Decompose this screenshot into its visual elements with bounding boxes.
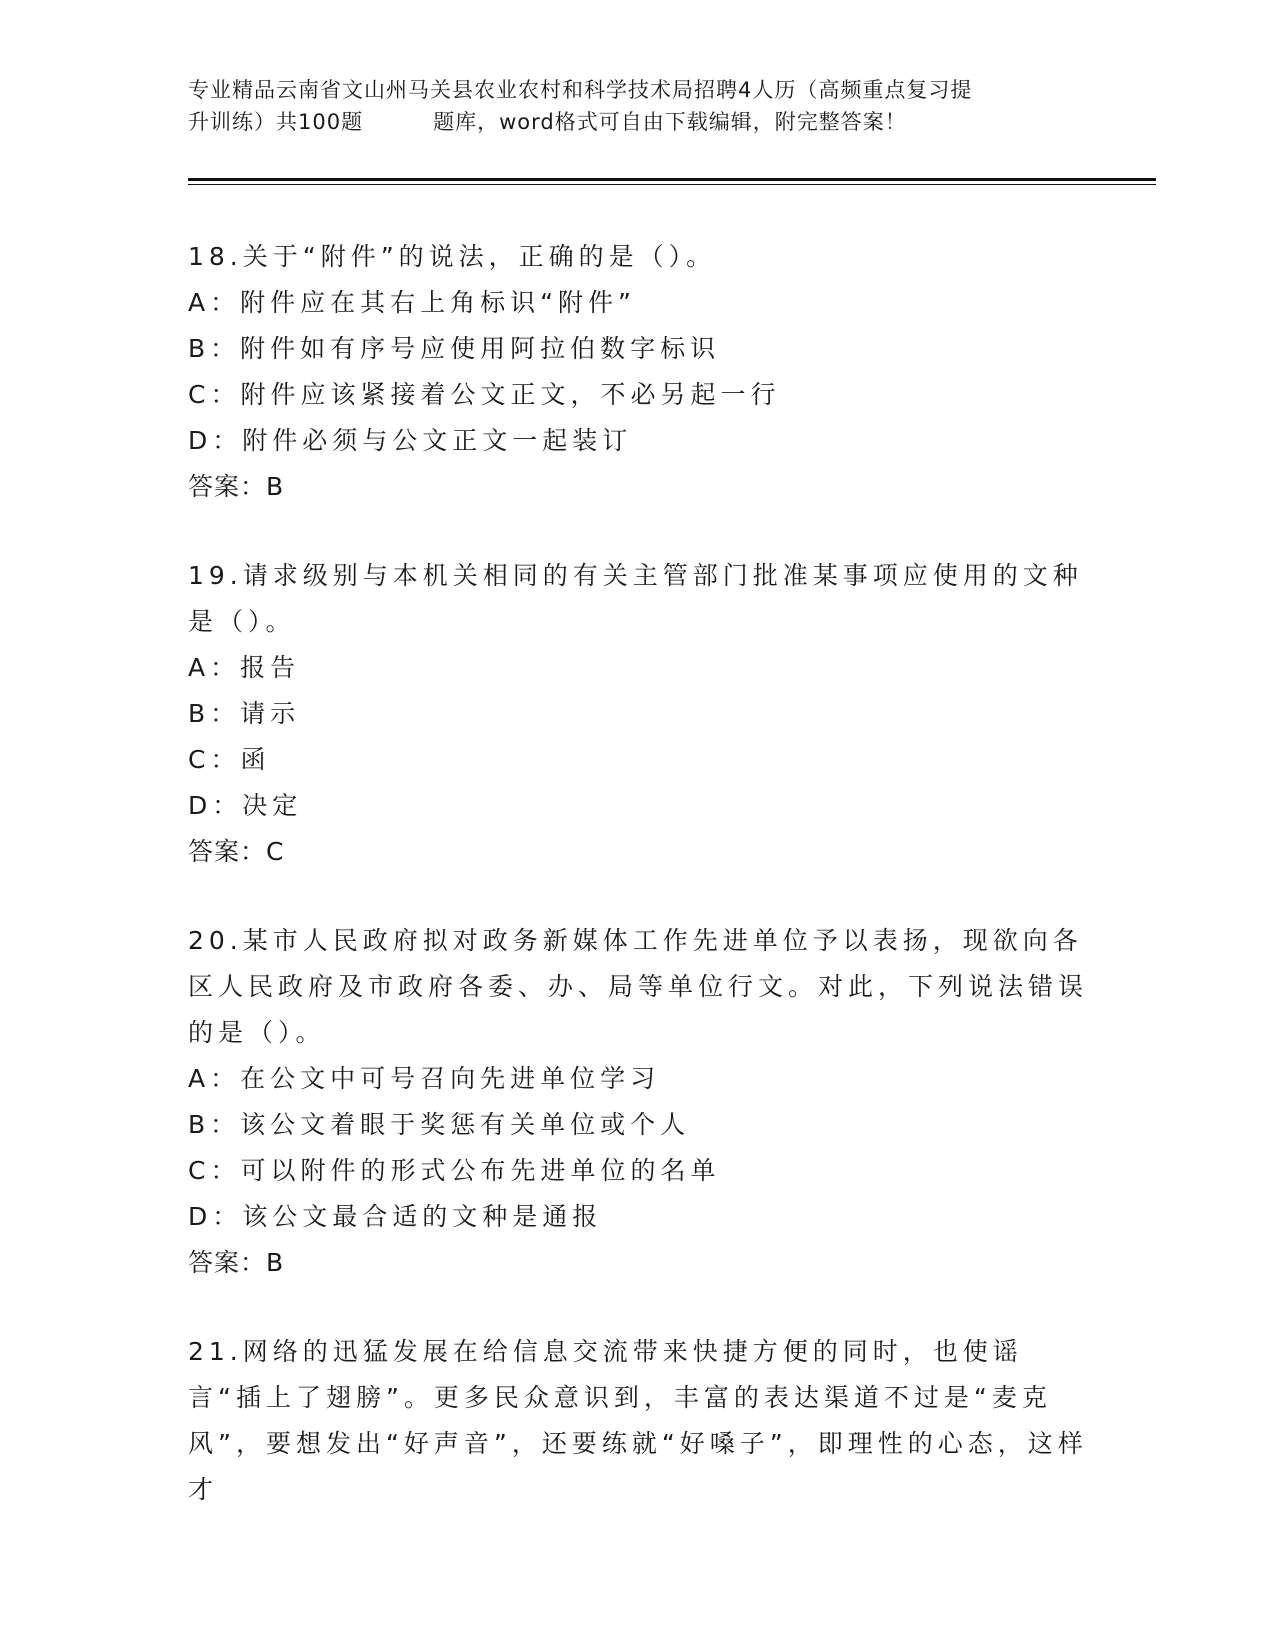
header-line-1: 专业精品云南省文山州马关县农业农村和科学技术局招聘4人历（高频重点复习提: [188, 78, 973, 102]
option-letter: B：: [188, 334, 241, 363]
question-21: [188, 1329, 1088, 1513]
option-text: 附件应在其右上角标识“附件”: [240, 288, 637, 317]
option-d: [188, 783, 1088, 829]
answer: 答案：B: [188, 1248, 285, 1277]
header-line-2: [188, 106, 1088, 138]
question-20: [188, 918, 1088, 1286]
option-b: [188, 326, 1088, 372]
option-text: 该公文最合适的文种是通报: [242, 1202, 603, 1231]
option-letter: C：: [188, 380, 241, 409]
option-c: [188, 737, 1088, 783]
option-a: [188, 280, 1088, 326]
question-text: 18.关于“附件”的说法，正确的是（）。: [188, 242, 717, 271]
question-19: [188, 553, 1088, 875]
option-letter: A：: [188, 1064, 241, 1093]
header-rule-thin: [188, 184, 1156, 185]
option-letter: D：: [188, 426, 243, 455]
option-text: 附件必须与公文正文一起装订: [242, 426, 633, 455]
option-letter: D：: [188, 791, 243, 820]
option-d: [188, 418, 1088, 464]
question-text: 20.某市人民政府拟对政务新媒体工作先进单位予以表扬，现欲向各区人民政府及市政府各委、办、局等单位行文。对此，下列说法错误的是（）。: [188, 926, 1089, 1047]
option-text: 附件如有序号应使用阿拉伯数字标识: [240, 334, 721, 363]
option-text: 在公文中可号召向先进单位学习: [240, 1064, 661, 1093]
option-text: 该公文着眼于奖惩有关单位或个人: [240, 1110, 691, 1139]
option-d: [188, 1194, 1088, 1240]
option-letter: A：: [188, 653, 241, 682]
option-letter: C：: [188, 1156, 241, 1185]
option-letter: D：: [188, 1202, 243, 1231]
option-letter: C：: [188, 745, 241, 774]
option-text: 附件应该紧接着公文正文，不必另起一行: [240, 380, 781, 409]
option-a: [188, 645, 1088, 691]
question-text: 21.网络的迅猛发展在给信息交流带来快捷方便的同时，也使谣言“插上了翅膀”。更多民众意识到，丰富的表达渠道不过是“麦克风”，要想发出“好声音”，还要练就“好嗓子”，即理性的心态，这样才: [188, 1337, 1088, 1504]
question-text: 19.请求级别与本机关相同的有关主管部门批准某事项应使用的文种是（）。: [188, 561, 1083, 636]
option-a: [188, 1056, 1088, 1102]
option-b: [188, 1102, 1088, 1148]
option-text: 报告: [240, 653, 301, 682]
question-list: [188, 234, 1088, 1556]
option-text: 请示: [240, 699, 301, 728]
option-text: 可以附件的形式公布先进单位的名单: [240, 1156, 721, 1185]
document-header: [188, 74, 1088, 138]
option-c: [188, 1148, 1088, 1194]
option-letter: B：: [188, 699, 241, 728]
header-line-2-part-2: 题库，word格式可自由下载编辑，附完整答案！: [433, 110, 907, 134]
question-18: [188, 234, 1088, 510]
header-line-2-part-1: 升训练）共100题: [188, 110, 364, 134]
answer: 答案：B: [188, 472, 285, 501]
answer: 答案：C: [188, 837, 285, 866]
option-c: [188, 372, 1088, 418]
option-letter: A：: [188, 288, 241, 317]
option-letter: B：: [188, 1110, 241, 1139]
header-rule-thick: [188, 178, 1156, 181]
option-text: 决定: [242, 791, 303, 820]
option-text: 函: [240, 745, 271, 774]
option-b: [188, 691, 1088, 737]
